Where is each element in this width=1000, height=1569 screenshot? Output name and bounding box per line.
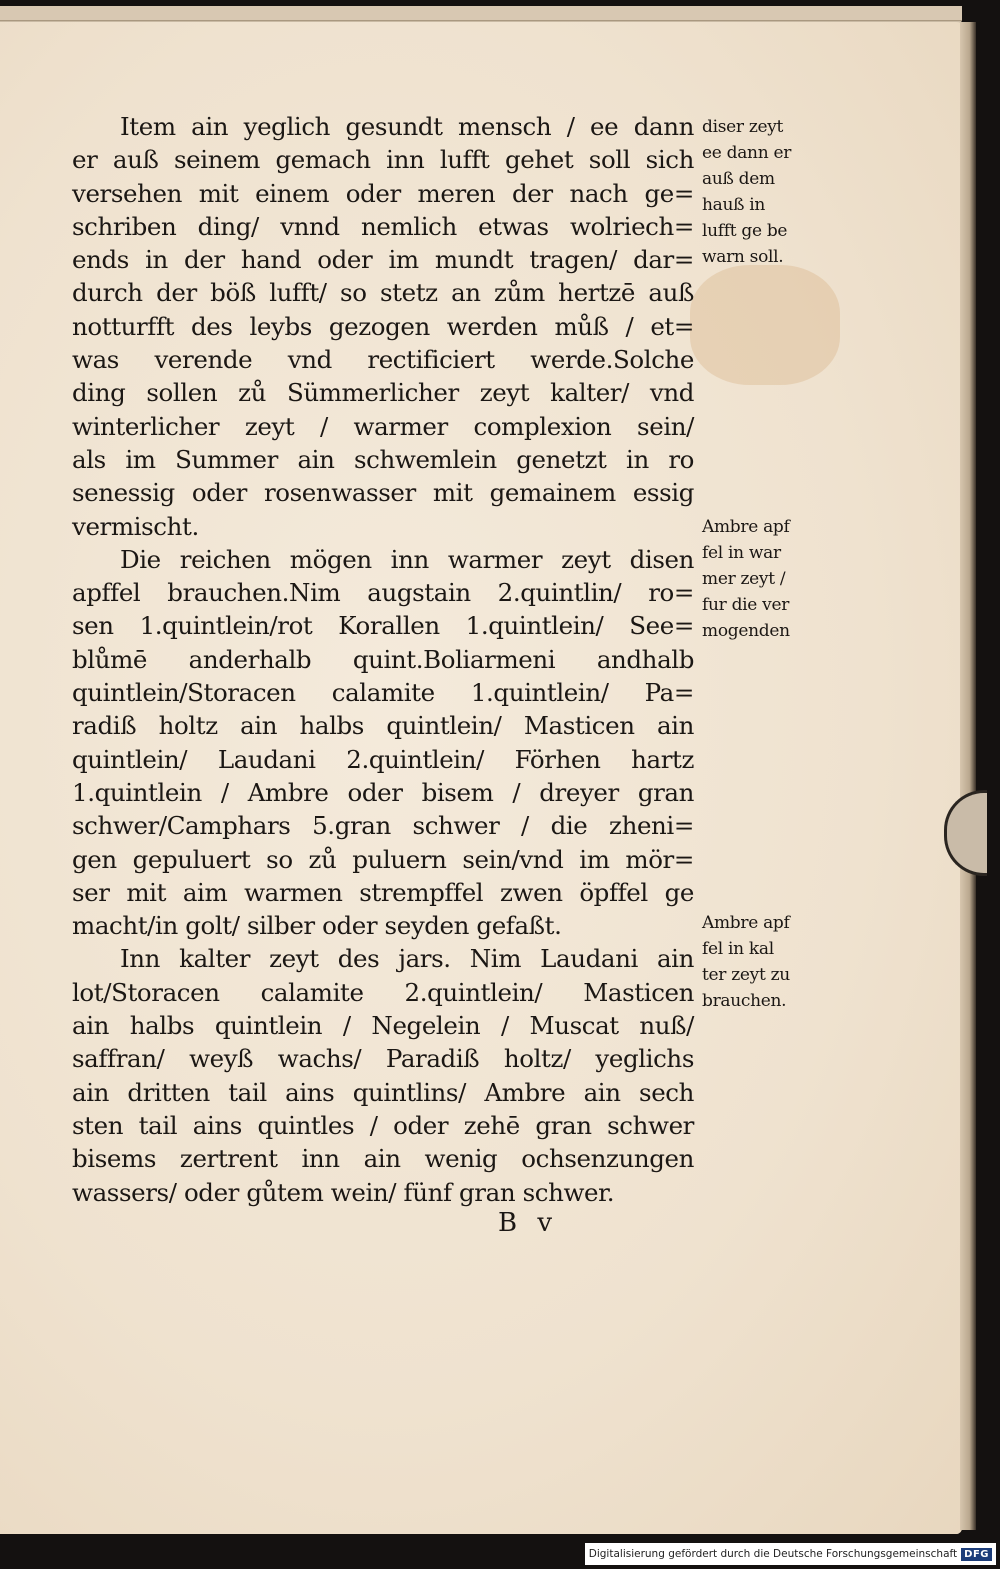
- text-line: sten tail ains quintles / oder zehē gran schwer: [72, 1110, 694, 1140]
- margin-note-line: ter zeyt zu: [702, 965, 790, 985]
- text-line: winterlicher zeyt / warmer complexion sein/: [72, 411, 694, 441]
- footer-credit: Digitalisierung gefördert durch die Deutsche Forschungsgemeinschaft: [588, 1548, 958, 1560]
- text-line: Item ain yeglich gesundt mensch / ee dann: [120, 112, 694, 141]
- text-line: notturfft des leybs gezogen werden můß / et=: [72, 311, 694, 341]
- text-line: als im Summer ain schwemlein genetzt in ro: [72, 444, 694, 474]
- text-line: durch der böß lufft/ so stetz an zům hertzē auß: [72, 278, 694, 308]
- text-line: sen 1.quintlein/rot Korallen 1.quintlein/ See=: [72, 611, 694, 641]
- text-line: was verende vnd rectificiert werde.Solche: [72, 345, 694, 375]
- margin-note-line: Ambre apf: [702, 517, 790, 537]
- margin-note-line: brauchen.: [702, 991, 787, 1011]
- text-line: blůmē anderhalb quint.Boliarmeni andhalb: [72, 644, 694, 674]
- text-line: saffran/ weyß wachs/ Paradiß holtz/ yeglichs: [72, 1044, 694, 1074]
- text-line: schwer/Camphars 5.gran schwer / die zheni=: [72, 811, 694, 841]
- main-text-column: [72, 110, 694, 1209]
- digitization-footer: [585, 1543, 996, 1565]
- margin-note-line: mer zeyt /: [702, 569, 786, 589]
- margin-note-line: lufft ge be: [702, 221, 788, 241]
- text-line: gen gepuluert so zů puluern sein/vnd im mör=: [72, 844, 694, 874]
- text-line: schriben ding/ vnnd nemlich etwas wolriech=: [72, 211, 694, 241]
- text-line: vermischt.: [72, 511, 199, 541]
- page-side-edge: [960, 22, 976, 1530]
- margin-note-line: fel in kal: [702, 939, 774, 959]
- text-line: versehen mit einem oder meren der nach ge=: [72, 178, 694, 208]
- signature-mark: B v: [498, 1208, 559, 1238]
- text-line: senessig oder rosenwasser mit gemainem essig: [72, 478, 694, 508]
- paper-stain: [690, 265, 840, 385]
- margin-note-line: fur die ver: [702, 595, 790, 615]
- text-line: bisems zertrent inn ain wenig ochsenzungen: [72, 1144, 694, 1174]
- text-line: Inn kalter zeyt des jars. Nim Laudani ain: [120, 944, 694, 974]
- margin-note-line: ee dann er: [702, 143, 792, 163]
- margin-note-line: mogenden: [702, 621, 790, 641]
- margin-note-line: hauß in: [702, 195, 766, 215]
- margin-note-2: [702, 514, 832, 644]
- text-line: lot/Storacen calamite 2.quintlein/ Masticen: [72, 977, 694, 1007]
- text-line: ain dritten tail ains quintlins/ Ambre ain sech: [72, 1077, 694, 1107]
- text-line: quintlein/Storacen calamite 1.quintlein/ Pa=: [72, 678, 694, 708]
- text-line: 1.quintlein / Ambre oder bisem / dreyer gran: [72, 777, 694, 807]
- dfg-logo: DFG: [961, 1548, 992, 1561]
- text-line: er auß seinem gemach inn lufft gehet soll sich: [72, 145, 694, 175]
- text-line: Die reichen mögen inn warmer zeyt disen: [120, 544, 694, 574]
- margin-note-1: [702, 114, 832, 270]
- text-line: macht/in golt/ silber oder seyden gefaßt.: [72, 911, 562, 941]
- margin-note-line: auß dem: [702, 169, 775, 189]
- text-line: radiß holtz ain halbs quintlein/ Masticen ain: [72, 711, 694, 741]
- text-line: wassers/ oder gůtem wein/ fünf gran schwer.: [72, 1177, 615, 1207]
- page-top-edge: [0, 6, 962, 21]
- margin-note-line: Ambre apf: [702, 913, 790, 933]
- margin-note-3: [702, 910, 832, 1014]
- margin-note-line: diser zeyt: [702, 117, 784, 137]
- text-line: ends in der hand oder im mundt tragen/ dar=: [72, 245, 694, 275]
- text-line: apffel brauchen.Nim augstain 2.quintlin/ ro=: [72, 578, 694, 608]
- text-line: ser mit aim warmen strempffel zwen öpffel ge: [72, 877, 694, 907]
- text-line: ding sollen zů Sümmerlicher zeyt kalter/ vnd: [72, 378, 694, 408]
- text-line: quintlein/ Laudani 2.quintlein/ Förhen hartz: [72, 744, 694, 774]
- margin-note-line: fel in war: [702, 543, 781, 563]
- margin-note-line: warn soll.: [702, 247, 784, 267]
- text-line: ain halbs quintlein / Negelein / Muscat nuß/: [72, 1011, 694, 1041]
